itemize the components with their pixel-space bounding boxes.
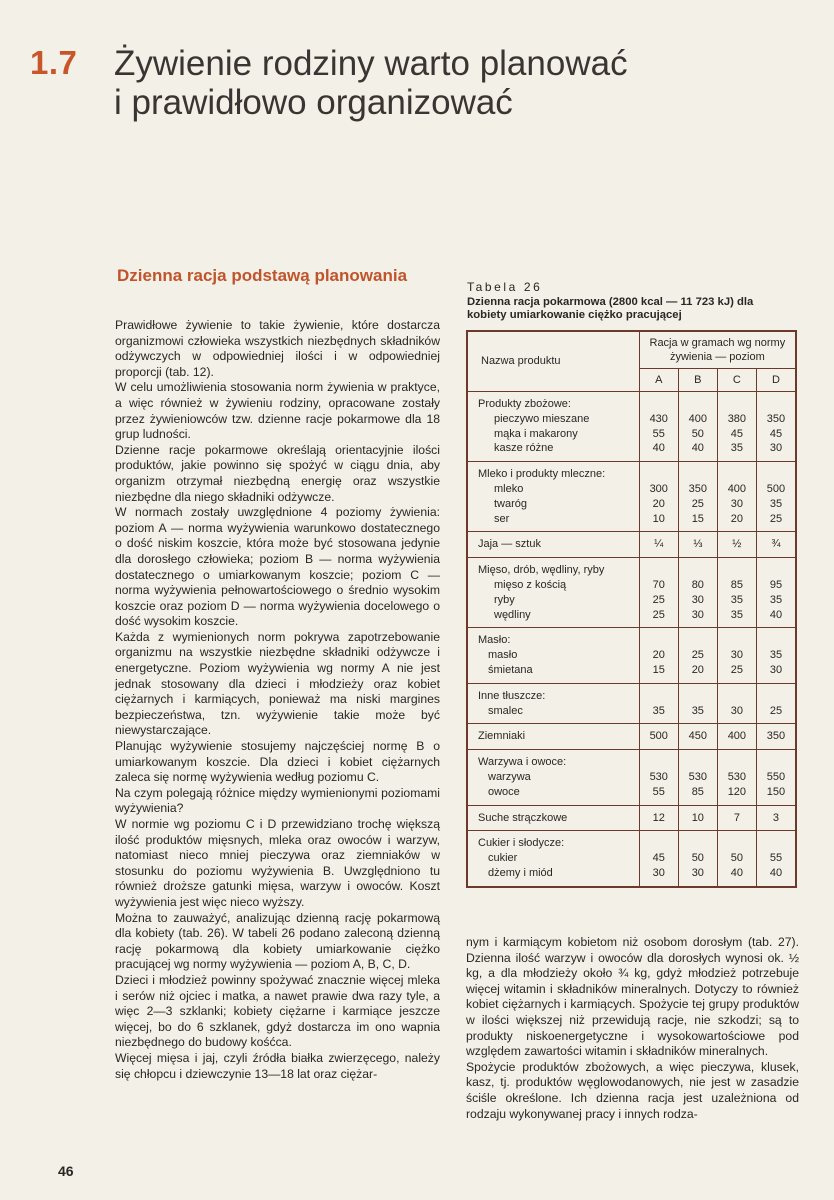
paragraph: W normie wg poziomu C i D przewidziano trochę większą ilość produktów mięsnych, mleka oraz owoców i warzyw, natomiast nieco mniej pieczywa oraz ziemniaków w stosunku do poziomu wyżywienia B. Uwzględniono tu również droższe gatunki mięsa, warzyw i owoców. Koszt wyżywienia jest więc nieco wyższy. (115, 817, 440, 909)
ration-value: 35 (769, 649, 783, 662)
value-cell-a (639, 532, 678, 558)
ration-value: 15 (691, 512, 704, 525)
ration-value: 45 (730, 427, 743, 440)
ration-value: 430 (649, 412, 668, 425)
table-label: Tabela 26 (467, 280, 543, 294)
chapter-title (114, 44, 674, 122)
value-cell-c (717, 724, 756, 750)
chapter-title-line: i prawidłowo organizować (114, 83, 513, 122)
table-header-ration-line: Racja w gramach wg normy (649, 337, 786, 349)
ration-value: ½ (732, 538, 742, 551)
value-cell-b (678, 724, 717, 750)
product-cell (467, 831, 639, 887)
product-item-name: mąka i makarony (494, 427, 578, 440)
product-item-name: dżemy i miód (488, 866, 553, 879)
ration-value: 30 (691, 593, 704, 606)
paragraph: Więcej mięsa i jaj, czyli źródła białka zwierzęcego, należy się chłopcu i dziewczynie 13—18 lat oraz ciężar- (115, 1050, 440, 1081)
product-item-name: mięso z kością (494, 578, 567, 591)
ration-table-body (467, 392, 796, 887)
ration-value: 450 (688, 730, 707, 743)
ration-value: 35 (730, 442, 743, 455)
product-group-name: Warzywa i owoce: (478, 756, 567, 769)
table-header-ration-line: żywienia — poziom (669, 351, 765, 363)
value-cell-c (717, 558, 756, 628)
ration-value: 20 (652, 497, 665, 510)
value-cell-d (756, 392, 796, 462)
value-cell-c (717, 750, 756, 805)
product-group-name: Inne tłuszcze: (478, 689, 546, 702)
value-cell-d (756, 750, 796, 805)
value-cell-b (678, 392, 717, 462)
product-group-name: Mięso, drób, wędliny, ryby (478, 564, 605, 577)
table-row (467, 558, 796, 628)
ration-value: 550 (766, 770, 786, 783)
ration-value: 350 (766, 412, 786, 425)
product-group-name: Ziemniaki (478, 730, 526, 743)
value-cell-c (717, 462, 756, 532)
ration-value: 300 (649, 482, 668, 495)
product-item-name: twaróg (494, 497, 528, 510)
product-item-name: masło (488, 649, 518, 662)
ration-value: 120 (727, 785, 747, 798)
ration-value: 55 (652, 785, 665, 798)
ration-value: ⅓ (693, 538, 703, 551)
ration-value: 400 (727, 482, 747, 495)
product-item-name: ser (494, 512, 510, 525)
value-cell-d (756, 724, 796, 750)
left-column-text (115, 318, 440, 1082)
value-cell-d (756, 628, 796, 683)
table-row (467, 724, 796, 750)
value-cell-d (756, 683, 796, 724)
ration-value: 500 (649, 730, 668, 743)
value-cell-b (678, 805, 717, 831)
ration-table (466, 330, 797, 888)
product-cell (467, 558, 639, 628)
value-cell-d (756, 462, 796, 532)
ration-value: 70 (652, 578, 665, 591)
ration-value: 20 (652, 649, 665, 662)
ration-value: 40 (730, 866, 743, 879)
ration-value: 3 (772, 811, 780, 824)
section-subheading: Dzienna racja podstawą planowania (117, 266, 408, 285)
value-cell-a (639, 683, 678, 724)
ration-value: 350 (766, 730, 786, 743)
ration-value: 50 (691, 852, 704, 865)
ration-value: 530 (727, 770, 747, 783)
value-cell-a (639, 750, 678, 805)
ration-value: 30 (691, 608, 704, 621)
ration-value: 12 (652, 811, 665, 824)
ration-value: 20 (730, 512, 743, 525)
value-cell-a (639, 805, 678, 831)
table-row (467, 392, 796, 462)
ration-value: 40 (652, 442, 665, 455)
table-caption-line: kobiety umiarkowanie ciężko pracującej (467, 309, 682, 321)
ration-value: 55 (769, 852, 783, 865)
product-item-name: warzywa (488, 770, 531, 783)
value-cell-c (717, 392, 756, 462)
paragraph: Planując wyżywienie stosujemy najczęściej normę B o umiarkowanym koszcie. Dla dzieci i kobiet ciężarnych zaleca się normę wyżywienia według poziomu C. (115, 739, 440, 785)
ration-value: 30 (652, 866, 665, 879)
table-row (467, 628, 796, 683)
value-cell-a (639, 462, 678, 532)
value-cell-c (717, 805, 756, 831)
paragraph: W normach zostały uwzględnione 4 poziomy żywienia: poziom A — norma wyżywienia warunkowo dostatecznego o dość niskim koszcie, która może być stosowana jedynie dla dorosłego człowieka; poziom B — norma wyżywienia dostatecznego o umiarkowanym koszcie; poziom C — norma wyżywienia pełnowartościowego o średnio wysokim koszcie oraz poziom D — norma wyżywienia docelowego o dość wysokim koszcie. (115, 505, 440, 629)
ration-value: 35 (652, 704, 665, 717)
product-cell (467, 392, 639, 462)
ration-value: 95 (769, 578, 783, 591)
table-row (467, 750, 796, 805)
ration-value: 30 (769, 442, 783, 455)
value-cell-d (756, 805, 796, 831)
ration-value: 45 (652, 852, 665, 865)
ration-value: 35 (730, 593, 743, 606)
ration-value: 45 (769, 427, 783, 440)
table-header-level: C (717, 369, 756, 392)
chapter-number: 1.7 (30, 44, 78, 81)
product-item-name: ryby (494, 593, 515, 606)
product-group-name: Masło: (478, 634, 511, 647)
product-cell (467, 462, 639, 532)
table-row (467, 462, 796, 532)
paragraph: Dzienne racje pokarmowe określają orientacyjnie ilości produktów, jakie powinno się spożyć w ciągu dnia, aby organizm otrzymał niezbędną energię oraz wszystkie niezbędne dla niego składniki odżywcze. (115, 442, 440, 504)
ration-value: 25 (769, 512, 783, 525)
ration-value: 40 (691, 442, 704, 455)
value-cell-c (717, 532, 756, 558)
paragraph: nym i karmiącym kobietom niż osobom dorosłym (tab. 27). Dzienna ilość warzyw i owoców dla dorosłych wynosi ok. ½ kg, a dla młodzieży około ¾ kg, gdyż młodzież potrzebuje więcej witamin i składników mineralnych. Dotyczy to również kobiet ciężarnych i karmiących. Spożycie tej grupy produktów w ilości większej niż przewidują racje, nie szkodzi; są to produkty niskoenergetyczne i wysokowartościowe pod względem zawartości witamin i składników mineralnych. (466, 935, 799, 1059)
ration-value: 35 (769, 497, 783, 510)
table-row (467, 532, 796, 558)
product-cell (467, 805, 639, 831)
ration-value: 25 (652, 608, 665, 621)
ration-value: 25 (691, 649, 704, 662)
ration-value: 350 (688, 482, 707, 495)
ration-value: ¾ (771, 538, 781, 551)
ration-value: 35 (769, 593, 783, 606)
product-cell (467, 683, 639, 724)
paragraph: Na czym polegają różnice między wymienionymi poziomami wyżywienia? (115, 785, 440, 816)
ration-value: 55 (652, 427, 665, 440)
value-cell-c (717, 831, 756, 887)
product-group-name: Cukier i słodycze: (478, 837, 565, 850)
table-row (467, 805, 796, 831)
product-item-name: cukier (488, 852, 518, 865)
table-header-level: D (756, 369, 796, 392)
value-cell-a (639, 558, 678, 628)
ration-value: 35 (691, 704, 704, 717)
chapter-title-line: Żywienie rodziny warto planować (114, 44, 628, 83)
value-cell-d (756, 831, 796, 887)
value-cell-a (639, 392, 678, 462)
table-header-ration (639, 331, 796, 369)
value-cell-b (678, 558, 717, 628)
ration-value: 400 (688, 412, 707, 425)
product-group-name: Mleko i produkty mleczne: (478, 468, 606, 481)
ration-value: 15 (652, 663, 665, 676)
ration-value: ¼ (654, 538, 664, 551)
product-group-name: Produkty zbożowe: (478, 398, 571, 410)
table-header-level: A (639, 369, 678, 392)
table-caption (467, 296, 802, 322)
value-cell-b (678, 462, 717, 532)
ration-value: 30 (769, 663, 783, 676)
page-number: 46 (58, 1163, 74, 1179)
value-cell-c (717, 628, 756, 683)
product-cell (467, 628, 639, 683)
ration-value: 40 (769, 866, 783, 879)
product-cell (467, 750, 639, 805)
ration-value: 10 (652, 512, 665, 525)
product-item-name: wędliny (494, 608, 531, 621)
table-caption-line: Dzienna racja pokarmowa (2800 kcal — 11 723 kJ) dla (467, 296, 754, 308)
ration-value: 85 (730, 578, 743, 591)
product-item-name: kasze różne (494, 442, 554, 455)
paragraph: Można to zauważyć, analizując dzienną rację pokarmową dla kobiety (tab. 26). W tabeli 26 podano zaleconą dzienną rację pokarmową dla kobiety umiarkowanie ciężko pracującej wg normy wyżywienia — poziom A, B, C, D. (115, 910, 440, 972)
ration-value: 150 (766, 785, 786, 798)
right-column-text (466, 935, 799, 1122)
paragraph: W celu umożliwienia stosowania norm żywienia w praktyce, a więc również w żywieniu rodziny, opracowane zostały przez żywieniowców tzw. dzienne racje pokarmowe dla 18 grup ludności. (115, 380, 440, 442)
ration-value: 400 (727, 730, 747, 743)
product-item-name: mleko (494, 482, 524, 495)
ration-value: 35 (730, 608, 743, 621)
value-cell-d (756, 558, 796, 628)
ration-value: 50 (730, 852, 743, 865)
paragraph: Spożycie produktów zbożowych, a więc pieczywa, klusek, kasz, tj. produktów węglowodanowych, nie jest w zasadzie ściśle określone. Ich dzienna racja jest uzależniona od rodzaju wykonywanej pracy i innych rodza- (466, 1059, 799, 1121)
ration-value: 25 (730, 663, 743, 676)
value-cell-b (678, 628, 717, 683)
value-cell-a (639, 831, 678, 887)
ration-value: 380 (727, 412, 747, 425)
ration-value: 25 (652, 593, 665, 606)
ration-value: 40 (769, 608, 783, 621)
table-header-product: Nazwa produktu (467, 331, 639, 392)
paragraph: Dzieci i młodzież powinny spożywać znacznie więcej mleka i serów niż ojciec i matka, a nawet prawie dwa razy tyle, a więc 2—3 szklanki; kobiety ciężarne i karmiące jeszcze więcej, bo do 6 szklanek, gdyż dostarcza im ono wapnia niezbędnego do budowy kośćca. (115, 972, 440, 1050)
product-item-name: smalec (488, 704, 523, 717)
ration-value: 25 (691, 497, 704, 510)
table-row (467, 831, 796, 887)
value-cell-d (756, 532, 796, 558)
product-item-name: pieczywo mieszane (494, 412, 590, 425)
value-cell-c (717, 683, 756, 724)
value-cell-a (639, 628, 678, 683)
product-item-name: śmietana (488, 663, 533, 676)
ration-value: 30 (730, 649, 743, 662)
ration-value: 7 (733, 811, 740, 824)
value-cell-b (678, 831, 717, 887)
table-header-level: B (678, 369, 717, 392)
paragraph: Prawidłowe żywienie to takie żywienie, które dostarcza organizmowi człowieka wszystkich niezbędnych składników odżywczych w odpowiedniej ilości i w odpowiedniej proporcji (tab. 12). (115, 318, 440, 379)
ration-value: 530 (649, 770, 668, 783)
product-item-name: owoce (488, 785, 520, 798)
table-row (467, 683, 796, 724)
ration-value: 25 (769, 704, 783, 717)
product-cell (467, 724, 639, 750)
ration-value: 500 (766, 482, 786, 495)
ration-value: 30 (730, 497, 743, 510)
product-cell (467, 532, 639, 558)
paragraph: Każda z wymienionych norm pokrywa zapotrzebowanie organizmu na wszystkie niezbędne składniki odżywcze i energetyczne. Poziom wyżywienia wg normy A nie jest jednak stosowany dla dzieci i młodzieży oraz kobiet ciężarnych i karmiących, ponieważ ma niski margines bezpieczeństwa, tzn. wyżywienie takie może być niewystarczające. (115, 629, 440, 738)
ration-value: 530 (688, 770, 707, 783)
product-group-name: Suche strączkowe (478, 811, 568, 824)
ration-value: 30 (730, 704, 743, 717)
ration-value: 85 (691, 785, 704, 798)
value-cell-b (678, 750, 717, 805)
ration-value: 20 (691, 663, 704, 676)
ration-value: 80 (691, 578, 704, 591)
value-cell-b (678, 683, 717, 724)
product-group-name: Jaja — sztuk (478, 538, 541, 551)
ration-value: 10 (691, 811, 704, 824)
ration-value: 50 (691, 427, 704, 440)
value-cell-a (639, 724, 678, 750)
value-cell-b (678, 532, 717, 558)
ration-value: 30 (691, 866, 704, 879)
